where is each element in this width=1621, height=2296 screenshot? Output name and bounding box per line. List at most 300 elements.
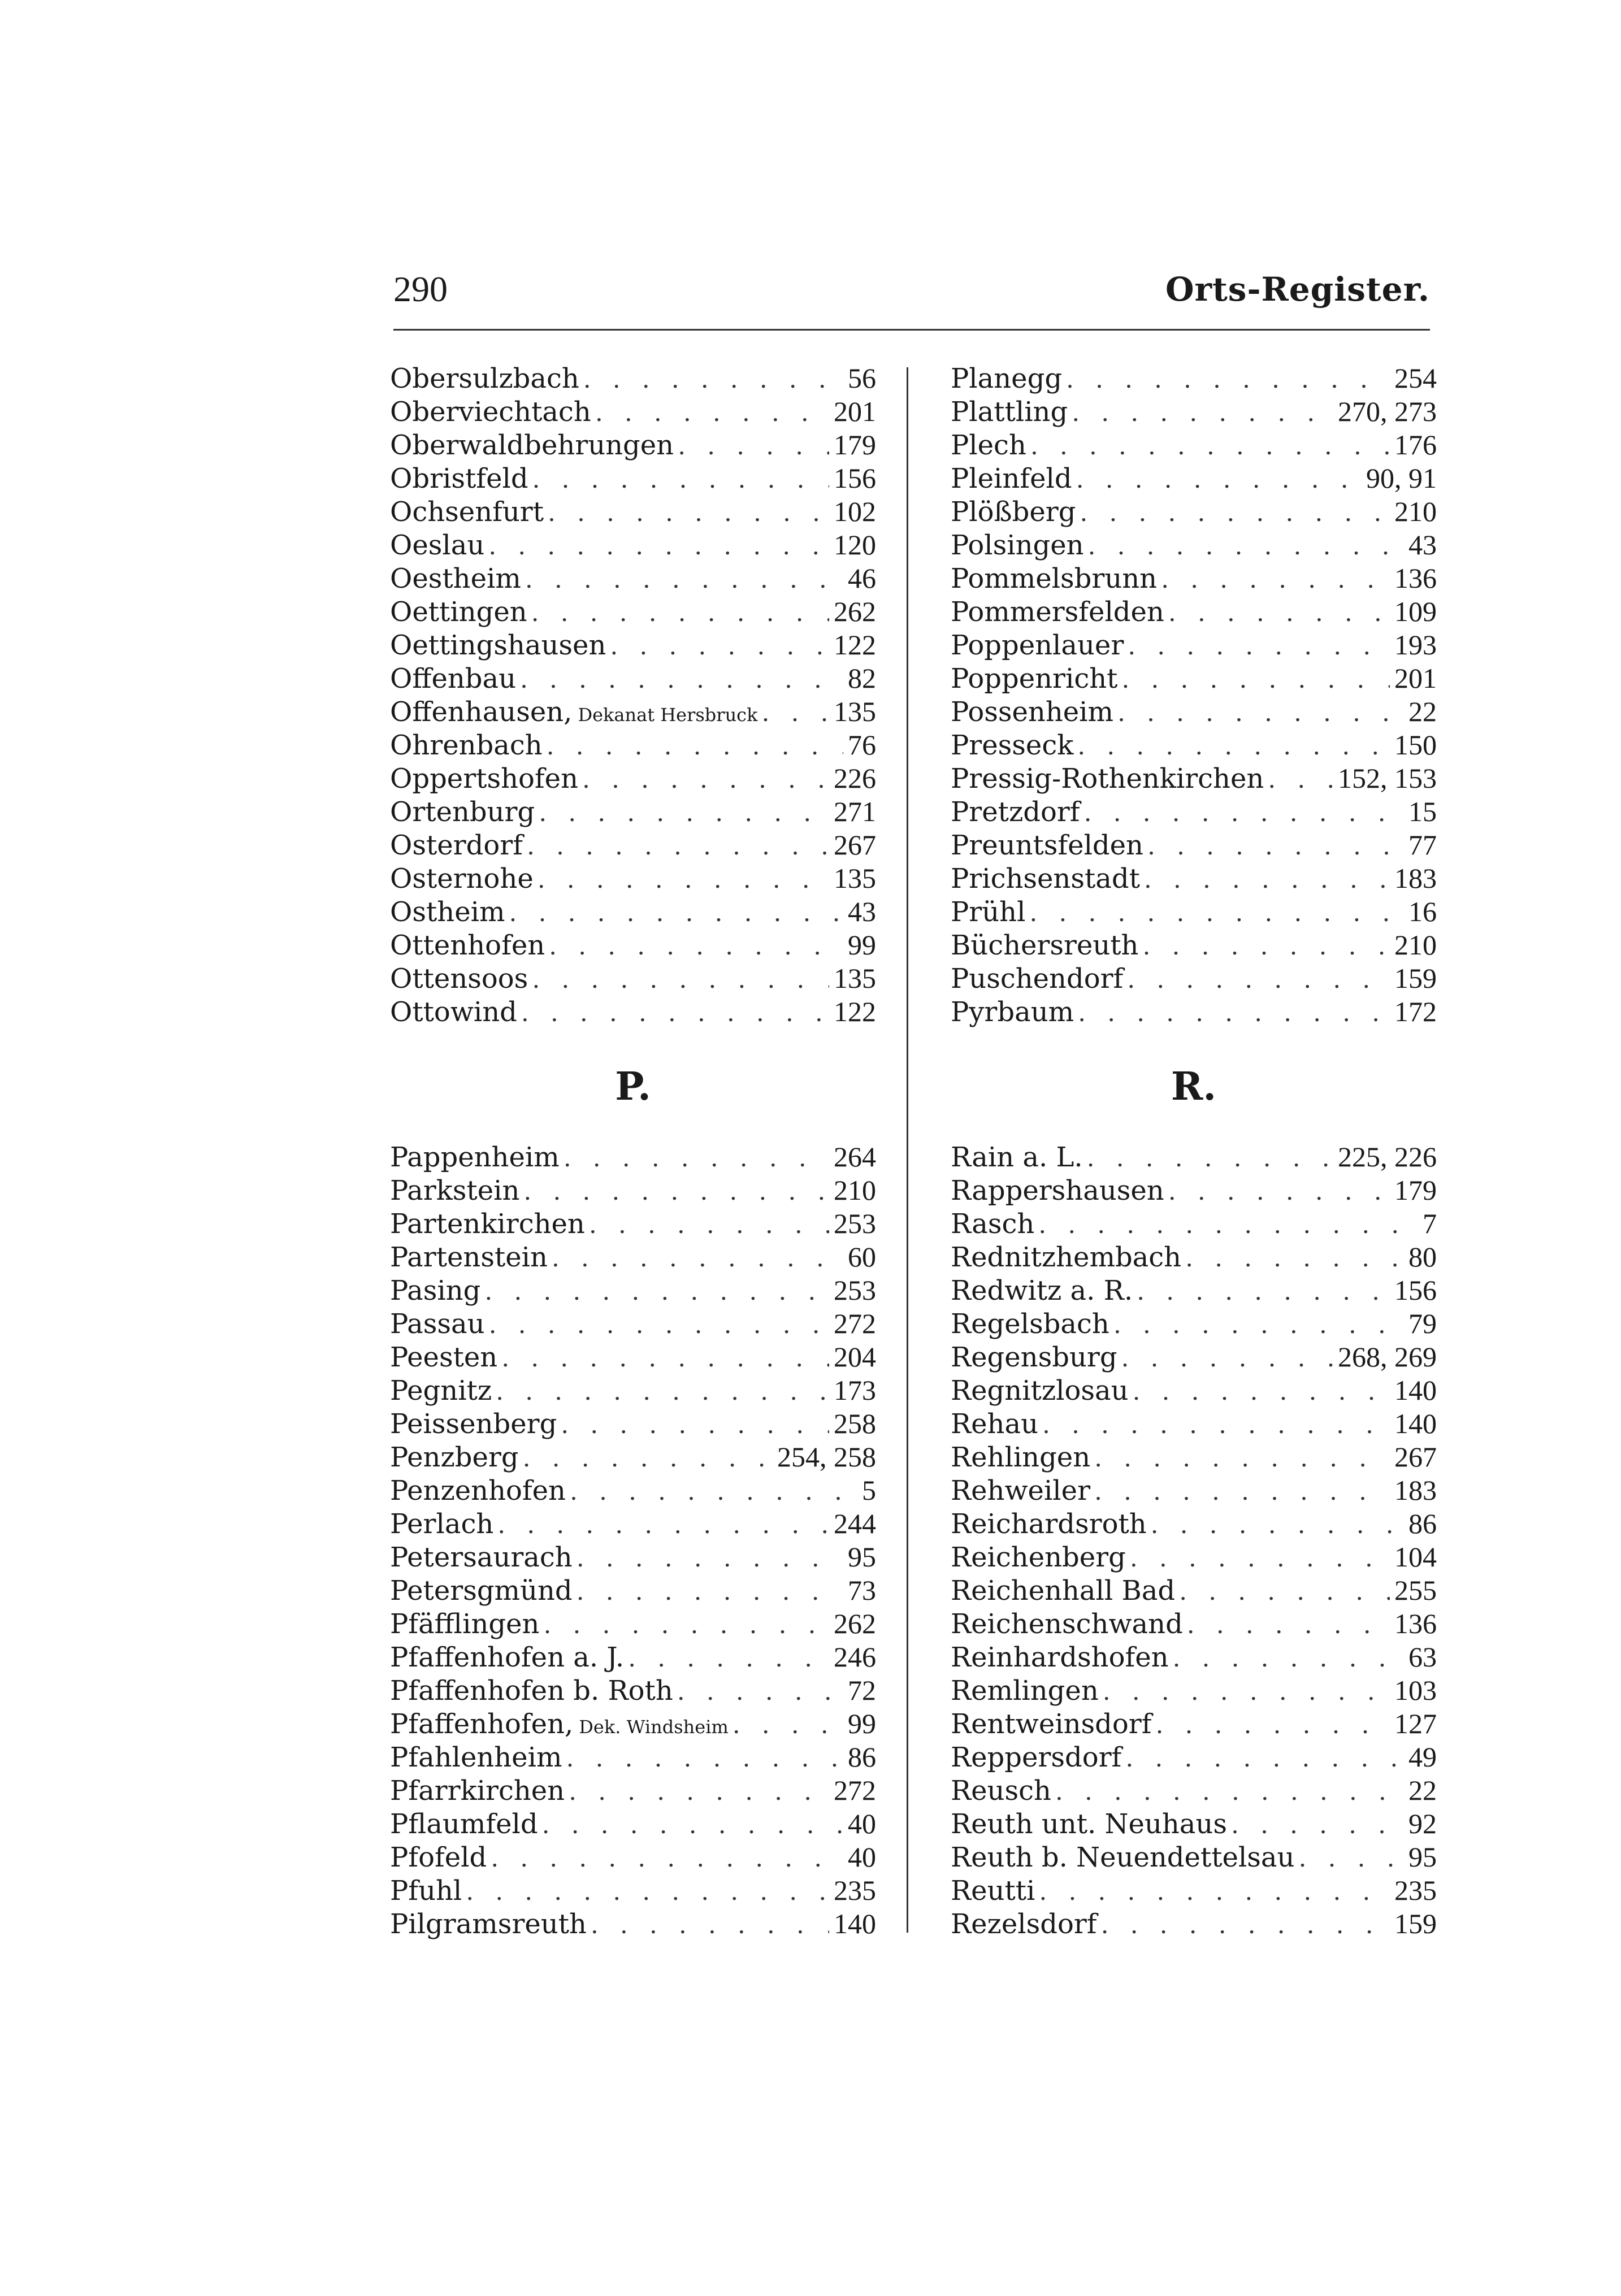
entry-page-numbers: 77 xyxy=(1408,829,1437,861)
dot-leader xyxy=(566,1741,843,1774)
index-entry xyxy=(390,1207,876,1240)
entry-note: Dekanat Hersbruck xyxy=(578,704,758,726)
entry-page-numbers: 56 xyxy=(848,362,876,394)
index-entry xyxy=(951,728,1437,762)
dot-leader xyxy=(1122,1341,1333,1374)
entry-page-numbers: 270, 273 xyxy=(1338,396,1437,427)
dot-leader xyxy=(1148,829,1404,862)
entry-place-name: Parkstein xyxy=(390,1175,520,1206)
entry-page-numbers: 253 xyxy=(834,1208,876,1239)
entry-page-numbers: 176 xyxy=(1394,429,1437,461)
entry-place-name: Partenkirchen xyxy=(390,1208,585,1240)
entry-place-name: Rezelsdorf xyxy=(951,1908,1097,1940)
index-entry xyxy=(951,562,1437,595)
index-entry xyxy=(951,1207,1437,1240)
dot-leader xyxy=(526,562,843,596)
entry-page-numbers: 72 xyxy=(848,1674,876,1706)
entry-place-name: Remlingen xyxy=(951,1675,1099,1707)
dot-leader xyxy=(538,862,829,896)
page-number: 290 xyxy=(393,269,448,309)
dot-leader xyxy=(1126,1741,1404,1774)
entry-page-numbers: 135 xyxy=(834,862,876,894)
entry-place-name: Planegg xyxy=(951,363,1063,394)
index-entry xyxy=(951,928,1437,962)
entry-page-numbers: 122 xyxy=(834,996,876,1027)
dot-leader xyxy=(491,1841,843,1874)
entry-page-numbers: 159 xyxy=(1394,962,1437,994)
entry-page-numbers: 82 xyxy=(848,662,876,694)
index-entry xyxy=(390,1707,876,1741)
entry-place-name: Regnitzlosau xyxy=(951,1375,1129,1407)
entry-page-numbers: 255 xyxy=(1394,1574,1437,1606)
entry-list xyxy=(951,362,1437,1028)
entry-place-name: Pfahlenheim xyxy=(390,1742,562,1773)
index-entry xyxy=(390,962,876,995)
entry-page-numbers: 204 xyxy=(834,1341,876,1373)
index-entry xyxy=(951,628,1437,662)
index-entry xyxy=(951,795,1437,828)
index-entry xyxy=(951,1574,1437,1607)
entry-page-numbers: 235 xyxy=(1394,1874,1437,1906)
entry-page-numbers: 43 xyxy=(1408,529,1437,561)
entry-page-numbers: 99 xyxy=(848,929,876,961)
entry-page-numbers: 109 xyxy=(1394,596,1437,627)
entry-place-name: Redwitz a. R. xyxy=(951,1275,1133,1307)
dot-leader xyxy=(1087,1141,1333,1174)
index-entry xyxy=(951,1474,1437,1507)
entry-page-numbers: 60 xyxy=(848,1241,876,1273)
entry-place-name: Pfaffenhofen, xyxy=(390,1708,574,1740)
entry-page-numbers: 104 xyxy=(1394,1541,1437,1573)
index-entry xyxy=(951,528,1437,562)
entry-place-name: Rehlingen xyxy=(951,1442,1091,1473)
entry-page-numbers: 136 xyxy=(1394,562,1437,594)
index-entry xyxy=(951,595,1437,628)
index-entry xyxy=(390,495,876,528)
entry-page-numbers: 22 xyxy=(1408,696,1437,727)
index-entry xyxy=(951,428,1437,462)
entry-page-numbers: 254 xyxy=(1394,362,1437,394)
dot-leader xyxy=(544,1608,829,1641)
dot-leader xyxy=(1143,929,1390,962)
index-entry xyxy=(390,1774,876,1807)
index-entry xyxy=(951,1407,1437,1440)
entry-place-name: Ochsenfurt xyxy=(390,496,544,528)
entry-place-name: Ohrenbach xyxy=(390,730,543,761)
index-entry xyxy=(390,862,876,895)
entry-page-numbers: 140 xyxy=(834,1908,876,1939)
dot-leader xyxy=(577,1574,843,1608)
index-entry xyxy=(390,462,876,495)
dot-leader xyxy=(1137,1274,1390,1308)
dot-leader xyxy=(1180,1574,1390,1608)
index-entry xyxy=(951,1774,1437,1807)
dot-leader xyxy=(548,496,829,529)
entry-page-numbers: 156 xyxy=(1394,1274,1437,1306)
dot-leader xyxy=(522,996,829,1029)
entry-page-numbers: 159 xyxy=(1394,1908,1437,1939)
entry-page-numbers: 40 xyxy=(848,1808,876,1839)
dot-leader xyxy=(1080,496,1390,529)
index-column-top-left xyxy=(390,362,876,1028)
entry-place-name: Rentweinsdorf xyxy=(951,1708,1152,1740)
entry-place-name: Reichenhall Bad xyxy=(951,1575,1176,1607)
dot-leader xyxy=(521,662,843,696)
entry-place-name: Passau xyxy=(390,1308,485,1340)
entry-place-name: Penzberg xyxy=(390,1442,519,1473)
entry-place-name: Perlach xyxy=(390,1508,494,1540)
dot-leader xyxy=(547,729,843,762)
index-entry xyxy=(951,962,1437,995)
entry-place-name: Oberwaldbehrungen xyxy=(390,429,674,461)
dot-leader xyxy=(561,1408,829,1441)
entry-place-name: Rasch xyxy=(951,1208,1035,1240)
index-entry xyxy=(951,1307,1437,1340)
entry-place-name: Reichardsroth xyxy=(951,1508,1147,1540)
entry-place-name: Obersulzbach xyxy=(390,363,579,394)
dot-leader xyxy=(1078,996,1390,1029)
entry-page-numbers: 73 xyxy=(848,1574,876,1606)
dot-leader xyxy=(496,1374,829,1408)
dot-leader xyxy=(1095,1474,1390,1508)
dot-leader xyxy=(1067,362,1390,396)
dot-leader xyxy=(1056,1774,1404,1808)
dot-leader xyxy=(596,396,829,429)
entry-place-name: Reuth unt. Neuhaus xyxy=(951,1808,1227,1840)
dot-leader xyxy=(610,629,829,662)
entry-place-name: Regelsbach xyxy=(951,1308,1109,1340)
entry-place-name: Poppenricht xyxy=(951,663,1118,695)
entry-list xyxy=(390,362,876,1028)
dot-leader xyxy=(1095,1441,1390,1474)
index-entry xyxy=(390,528,876,562)
entry-place-name: Osterdorf xyxy=(390,830,523,861)
index-entry xyxy=(951,462,1437,495)
index-entry xyxy=(951,1640,1437,1674)
index-entry xyxy=(951,1140,1437,1174)
index-entry xyxy=(390,1874,876,1907)
entry-place-name: Oberviechtach xyxy=(390,396,591,428)
entry-page-numbers: 258 xyxy=(834,1408,876,1439)
entry-page-numbers: 99 xyxy=(848,1708,876,1739)
entry-place-name: Plech xyxy=(951,429,1026,461)
entry-page-numbers: 226 xyxy=(834,762,876,794)
dot-leader xyxy=(1077,462,1362,496)
entry-page-numbers: 210 xyxy=(1394,929,1437,961)
index-entry xyxy=(390,1474,876,1507)
index-entry xyxy=(390,1507,876,1540)
entry-place-name: Pfaffenhofen b. Roth xyxy=(390,1675,673,1707)
dot-leader xyxy=(1102,1908,1390,1941)
entry-place-name: Reutti xyxy=(951,1875,1035,1907)
index-entry xyxy=(390,895,876,928)
entry-place-name: Oettingen xyxy=(390,596,527,628)
entry-page-numbers: 79 xyxy=(1408,1308,1437,1339)
index-entry xyxy=(390,795,876,828)
entry-place-name: Prichsenstadt xyxy=(951,863,1140,895)
dot-leader xyxy=(1145,862,1390,896)
index-entry xyxy=(390,1374,876,1407)
entry-page-numbers: 262 xyxy=(834,1608,876,1639)
entry-place-name: Rain a. L. xyxy=(951,1142,1083,1173)
dot-leader xyxy=(1039,1208,1418,1241)
dot-leader xyxy=(584,362,843,396)
entry-page-numbers: 201 xyxy=(1394,662,1437,694)
index-entry xyxy=(951,895,1437,928)
index-entry xyxy=(390,1807,876,1841)
dot-leader xyxy=(583,762,829,796)
entry-place-name: Plößberg xyxy=(951,496,1076,528)
index-entry xyxy=(390,562,876,595)
dot-leader xyxy=(1187,1608,1390,1641)
entry-page-numbers: 86 xyxy=(1408,1508,1437,1539)
entry-page-numbers: 103 xyxy=(1394,1674,1437,1706)
entry-place-name: Pressig-Rothenkirchen xyxy=(951,763,1264,795)
entry-page-numbers: 253 xyxy=(834,1274,876,1306)
dot-leader xyxy=(1130,1541,1390,1574)
entry-place-name: Poppenlauer xyxy=(951,630,1124,661)
entry-page-numbers: 267 xyxy=(834,829,876,861)
entry-page-numbers: 49 xyxy=(1408,1741,1437,1773)
dot-leader xyxy=(498,1508,829,1541)
entry-place-name: Preuntsfelden xyxy=(951,830,1143,861)
dot-leader xyxy=(532,596,829,629)
index-entry xyxy=(390,1607,876,1640)
dot-leader xyxy=(1151,1508,1404,1541)
index-entry xyxy=(390,1240,876,1274)
index-entry xyxy=(390,1540,876,1574)
index-entry xyxy=(951,362,1437,395)
entry-page-numbers: 152, 153 xyxy=(1338,762,1437,794)
dot-leader xyxy=(502,1341,829,1374)
index-column-top-right xyxy=(951,362,1437,1028)
entry-place-name: Oeslau xyxy=(390,529,485,561)
dot-leader xyxy=(570,1474,857,1508)
letter-heading-p: P. xyxy=(615,1064,651,1109)
index-entry xyxy=(951,1807,1437,1841)
entry-page-numbers: 40 xyxy=(848,1841,876,1873)
entry-place-name: Plattling xyxy=(951,396,1068,428)
entry-place-name: Büchersreuth xyxy=(951,930,1139,961)
entry-page-numbers: 15 xyxy=(1408,796,1437,827)
index-entry xyxy=(390,1640,876,1674)
entry-place-name: Offenhausen, xyxy=(390,696,573,728)
entry-place-name: Obristfeld xyxy=(390,463,528,494)
entry-page-numbers: 16 xyxy=(1408,896,1437,927)
index-entry xyxy=(390,1340,876,1374)
dot-leader xyxy=(1232,1808,1404,1841)
entry-page-numbers: 183 xyxy=(1394,1474,1437,1506)
dot-leader xyxy=(1128,962,1390,996)
letter-heading-r: R. xyxy=(1171,1064,1217,1109)
index-entry xyxy=(390,595,876,628)
index-entry xyxy=(951,1674,1437,1707)
index-entry xyxy=(390,1674,876,1707)
index-entry xyxy=(390,662,876,695)
entry-place-name: Ottowind xyxy=(390,996,517,1028)
dot-leader xyxy=(509,896,843,929)
entry-page-numbers: 136 xyxy=(1394,1608,1437,1639)
entry-place-name: Osternohe xyxy=(390,863,534,895)
index-entry xyxy=(951,1841,1437,1874)
index-entry xyxy=(951,695,1437,728)
index-entry xyxy=(951,762,1437,795)
entry-page-numbers: 262 xyxy=(834,596,876,627)
dot-leader xyxy=(1031,429,1390,462)
index-entry xyxy=(951,995,1437,1028)
entry-place-name: Pfarrkirchen xyxy=(390,1775,565,1807)
entry-place-name: Pfofeld xyxy=(390,1842,487,1873)
entry-place-name: Ottenhofen xyxy=(390,930,545,961)
entry-place-name: Reusch xyxy=(951,1775,1051,1807)
dot-leader xyxy=(539,796,829,829)
dot-leader xyxy=(1089,529,1404,562)
entry-note: Dek. Windsheim xyxy=(579,1716,729,1738)
entry-page-numbers: 201 xyxy=(834,396,876,427)
entry-place-name: Peesten xyxy=(390,1342,498,1373)
index-entry xyxy=(390,1907,876,1941)
entry-page-numbers: 150 xyxy=(1394,729,1437,761)
dot-leader xyxy=(678,429,829,462)
index-entry xyxy=(390,1407,876,1440)
entry-place-name: Ostheim xyxy=(390,896,505,928)
entry-page-numbers: 92 xyxy=(1408,1808,1437,1839)
index-entry xyxy=(390,762,876,795)
dot-leader xyxy=(549,929,843,962)
entry-place-name: Pleinfeld xyxy=(951,463,1072,494)
entry-page-numbers: 140 xyxy=(1394,1408,1437,1439)
entry-place-name: Reppersdorf xyxy=(951,1742,1122,1773)
entry-page-numbers: 46 xyxy=(848,562,876,594)
entry-place-name: Ottensoos xyxy=(390,963,528,995)
dot-leader xyxy=(1128,629,1390,662)
dot-leader xyxy=(1085,796,1404,829)
entry-page-numbers: 127 xyxy=(1394,1708,1437,1739)
column-divider xyxy=(907,367,908,1933)
index-entry xyxy=(390,1574,876,1607)
entry-place-name: Possenheim xyxy=(951,696,1114,728)
index-entry xyxy=(951,1540,1437,1574)
dot-leader xyxy=(564,1141,829,1174)
entry-place-name: Prühl xyxy=(951,896,1026,928)
index-entry xyxy=(951,862,1437,895)
entry-page-numbers: 86 xyxy=(848,1741,876,1773)
dot-leader xyxy=(532,962,829,996)
dot-leader xyxy=(1039,1874,1390,1908)
entry-place-name: Ortenburg xyxy=(390,796,535,828)
entry-place-name: Pflaumfeld xyxy=(390,1808,538,1840)
dot-leader xyxy=(1173,1641,1404,1674)
index-entry xyxy=(951,1374,1437,1407)
entry-page-numbers: 95 xyxy=(1408,1841,1437,1873)
running-title: Orts-Register. xyxy=(1165,270,1430,309)
entry-page-numbers: 210 xyxy=(1394,496,1437,527)
entry-page-numbers: 63 xyxy=(1408,1641,1437,1673)
entry-page-numbers: 268, 269 xyxy=(1338,1341,1437,1373)
index-entry xyxy=(951,1240,1437,1274)
index-entry xyxy=(390,1440,876,1474)
index-entry xyxy=(390,695,876,728)
dot-leader xyxy=(543,1808,843,1841)
entry-list xyxy=(390,1140,876,1941)
dot-leader xyxy=(485,1274,829,1308)
entry-page-numbers: 264 xyxy=(834,1141,876,1173)
index-entry xyxy=(951,1707,1437,1741)
dot-leader xyxy=(552,1241,843,1274)
entry-place-name: Rappershausen xyxy=(951,1175,1164,1206)
entry-place-name: Reichenberg xyxy=(951,1542,1126,1573)
entry-page-numbers: 140 xyxy=(1394,1374,1437,1406)
index-entry xyxy=(951,662,1437,695)
entry-page-numbers: 235 xyxy=(834,1874,876,1906)
entry-place-name: Pilgramsreuth xyxy=(390,1908,587,1940)
index-entry xyxy=(951,1907,1437,1941)
entry-page-numbers: 5 xyxy=(862,1474,876,1506)
dot-leader xyxy=(523,1441,773,1474)
entry-place-name: Oestheim xyxy=(390,563,521,594)
index-entry xyxy=(390,1307,876,1340)
entry-place-name: Rednitzhembach xyxy=(951,1242,1182,1273)
dot-leader xyxy=(524,1174,829,1208)
entry-list xyxy=(951,1140,1437,1941)
index-entry xyxy=(390,362,876,395)
index-entry xyxy=(951,1340,1437,1374)
index-entry xyxy=(951,1440,1437,1474)
entry-page-numbers: 156 xyxy=(834,462,876,494)
entry-place-name: Reinhardshofen xyxy=(951,1642,1169,1673)
entry-page-numbers: 193 xyxy=(1394,629,1437,661)
index-entry xyxy=(951,828,1437,862)
index-entry xyxy=(390,1841,876,1874)
dot-leader xyxy=(1133,1374,1390,1408)
index-entry xyxy=(390,1140,876,1174)
entry-page-numbers: 246 xyxy=(834,1641,876,1673)
dot-leader xyxy=(1299,1841,1404,1874)
dot-leader xyxy=(569,1774,829,1808)
entry-place-name: Regensburg xyxy=(951,1342,1117,1373)
dot-leader xyxy=(762,696,829,729)
dot-leader xyxy=(1078,729,1390,762)
entry-page-numbers: 122 xyxy=(834,629,876,661)
index-entry xyxy=(390,995,876,1028)
entry-page-numbers: 95 xyxy=(848,1541,876,1573)
index-entry xyxy=(951,1874,1437,1907)
header-rule xyxy=(393,329,1430,331)
dot-leader xyxy=(591,1908,829,1941)
dot-leader xyxy=(577,1541,843,1574)
index-entry xyxy=(390,1274,876,1307)
dot-leader xyxy=(1122,662,1390,696)
entry-page-numbers: 254, 258 xyxy=(777,1441,876,1473)
entry-place-name: Pappenheim xyxy=(390,1142,560,1173)
index-entry xyxy=(951,495,1437,528)
dot-leader xyxy=(629,1641,829,1674)
entry-place-name: Peissenberg xyxy=(390,1408,557,1440)
dot-leader xyxy=(1118,696,1404,729)
dot-leader xyxy=(1169,596,1390,629)
index-entry xyxy=(390,1174,876,1207)
dot-leader xyxy=(466,1874,829,1908)
entry-place-name: Reuth b. Neuendettelsau xyxy=(951,1842,1295,1873)
entry-place-name: Pfaffenhofen a. J. xyxy=(390,1642,625,1673)
entry-page-numbers: 225, 226 xyxy=(1338,1141,1437,1173)
entry-page-numbers: 43 xyxy=(848,896,876,927)
dot-leader xyxy=(1186,1241,1404,1274)
entry-page-numbers: 179 xyxy=(834,429,876,461)
index-entry xyxy=(390,728,876,762)
entry-page-numbers: 22 xyxy=(1408,1774,1437,1806)
page-header xyxy=(393,261,1430,323)
